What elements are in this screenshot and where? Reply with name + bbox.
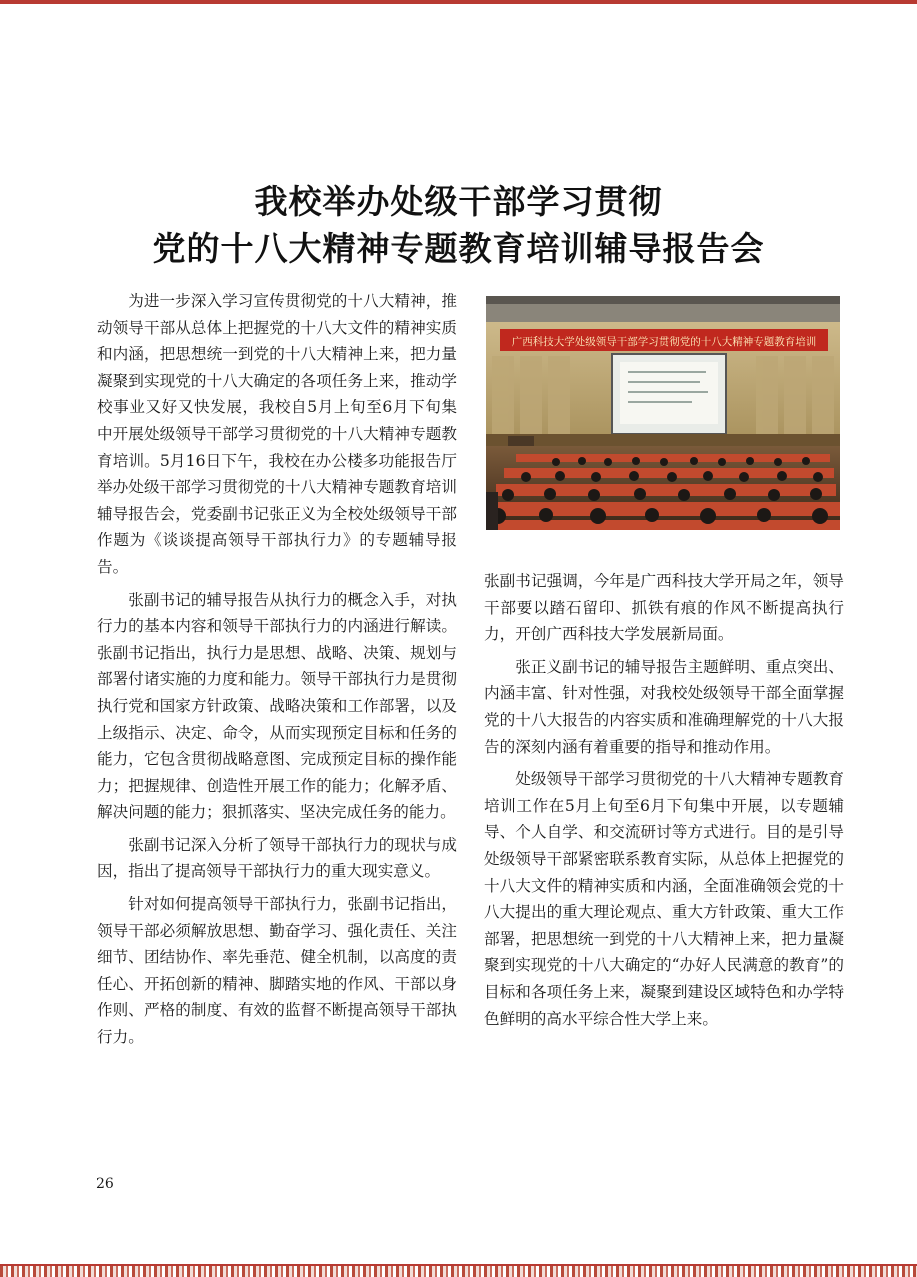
paragraph: 为进一步深入学习宣传贯彻党的十八大精神，推动领导干部从总体上把握党的十八大文件的精神实质和内涵，把思想统一到党的十八大精神上来，把力量凝聚到实现党的十八大确定的各项任务上来，推动学校事业又好又快发展，我校自5月上旬至6月下旬集中开展处级领导干部学习贯彻党的十八大精神专题教育培训。5月16日下午，我校在办公楼多功能报告厅举办处级干部学习贯彻党的十八大精神专题教育培训辅导报告会，党委副书记张正义为全校处级领导干部作题为《谈谈提高领导干部执行力》的专题辅导报告。 <box>97 292 457 576</box>
bottom-decorative-band <box>0 1266 917 1277</box>
article-title-line-2: 党的十八大精神专题教育培训辅导报告会 <box>152 229 765 268</box>
meeting-photo <box>486 296 840 530</box>
meeting-photo-image <box>486 296 840 530</box>
paragraph: 处级领导干部学习贯彻党的十八大精神专题教育培训工作在5月上旬至6月下旬集中开展，以专题辅导、个人自学、和交流研讨等方式进行。目的是引导处级领导干部紧密联系教育实际，从总体上把握党的十八大文件的精神实质和内涵，全面准确领会党的十八大提出的重大理论观点、重大方针政策、重大工作部署，把思想统一到党的十八大精神上来，把力量凝聚到实现党的十八大确定的“办好人民满意的教育”的目标和各项任务上来，凝聚到建设区域特色和办学特色鲜明的高水平综合性大学上来。 <box>484 770 844 1028</box>
article-title-line-1: 我校举办处级干部学习贯彻 <box>254 182 663 221</box>
left-text-column <box>97 288 457 1057</box>
paragraph: 张副书记深入分析了领导干部执行力的现状与成因，指出了提高领导干部执行力的重大现实意义。 <box>97 835 457 881</box>
top-decorative-rule <box>0 0 917 4</box>
paragraph: 张副书记的辅导报告从执行力的概念入手，对执行力的基本内容和领导干部执行力的内涵进行解读。张副书记指出，执行力是思想、战略、决策、规划与部署付诸实施的力度和能力。领导干部执行力是贯彻执行党和国家方针政策、战略决策和工作部署，以及上级指示、决定、命令，从而实现预定目标和任务的能力，它包含贯彻战略意图、完成预定目标的操作能力；把握规律、创造性开展工作的能力；化解矛盾、解决问题的能力；狠抓落实、坚决完成任务的能力。 <box>97 590 457 822</box>
photo-banner-text: 广西科技大学处级领导干部学习贯彻党的十八大精神专题教育培训 <box>511 336 817 348</box>
paragraph: 针对如何提高领导干部执行力，张副书记指出，领导干部必须解放思想、勤奋学习、强化责任、关注细节、团结协作、率先垂范、健全机制，以高度的责任心、开拓创新的精神、脚踏实地的作风、干部以身作则、严格的制度、有效的监督不断提高领导干部执行力。 <box>97 895 457 1047</box>
right-text-column <box>484 568 844 1038</box>
page-number: 26 <box>96 1176 114 1192</box>
paragraph: 张正义副书记的辅导报告主题鲜明、重点突出、内涵丰富、针对性强，对我校处级领导干部全面掌握党的十八大报告的内容实质和准确理解党的十八大报告的深刻内涵有着重要的指导和推动作用。 <box>484 657 844 756</box>
paragraph: 张副书记强调，今年是广西科技大学开局之年，领导干部要以踏石留印、抓铁有痕的作风不断提高执行力，开创广西科技大学发展新局面。 <box>484 572 844 644</box>
